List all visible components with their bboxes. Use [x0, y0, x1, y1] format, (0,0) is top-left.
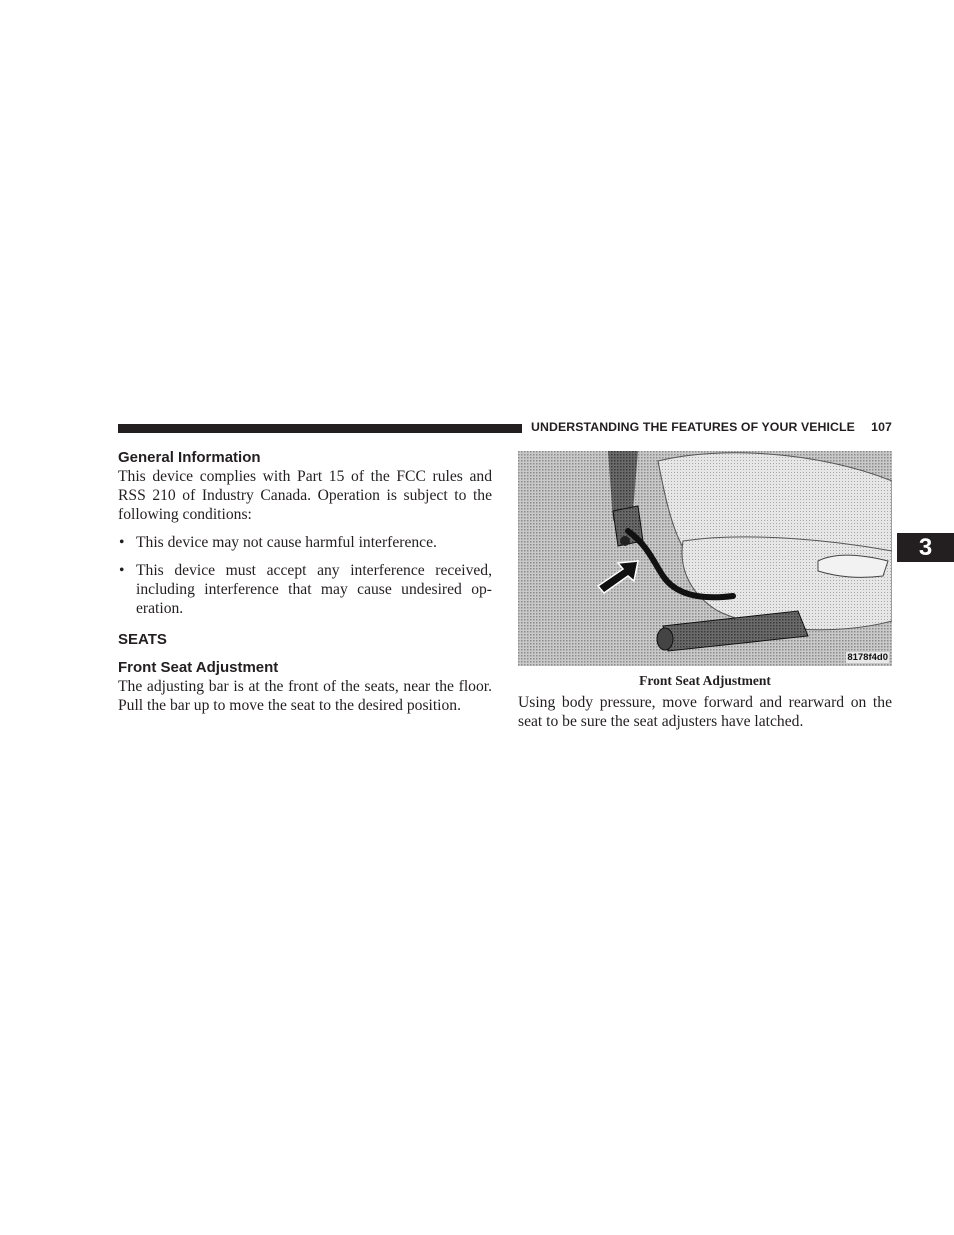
general-information-heading: General Information [118, 449, 261, 466]
figure-caption: Front Seat Adjustment [639, 673, 771, 688]
seat-adjustment-figure [518, 451, 892, 666]
right-column [518, 451, 892, 731]
left-column [118, 448, 492, 715]
seats-heading: SEATS [118, 631, 167, 648]
list-item [118, 533, 492, 552]
running-title: UNDERSTANDING THE FEATURES OF YOUR VEHICLE [531, 420, 855, 434]
list-item-text: This device must accept any interference received, including interference that may cause undesired op-eration. [136, 562, 492, 617]
bullet-icon: • [119, 562, 125, 579]
running-head [531, 420, 892, 434]
right-body-text: Using body pressure, move forward and rearward on the seat to be sure the seat adjusters have latched. [518, 694, 892, 730]
seat-illustration [518, 451, 892, 666]
conditions-list [118, 533, 492, 618]
bullet-icon: • [119, 534, 125, 551]
figure-code: 8178f4d0 [847, 652, 888, 663]
chapter-tab: 3 [897, 533, 954, 562]
list-item [118, 561, 492, 618]
header-rule [118, 424, 522, 433]
front-seat-adjustment-text: The adjusting bar is at the front of the seats, near the floor. Pull the bar up to move the seat to the desired position. [118, 678, 492, 714]
list-item-text: This device may not cause harmful interference. [136, 534, 437, 551]
page-number: 107 [871, 420, 892, 434]
general-information-text: This device complies with Part 15 of the FCC rules and RSS 210 of Industry Canada. Operation is subject to the following conditions: [118, 468, 492, 523]
front-seat-adjustment-heading: Front Seat Adjustment [118, 659, 279, 676]
